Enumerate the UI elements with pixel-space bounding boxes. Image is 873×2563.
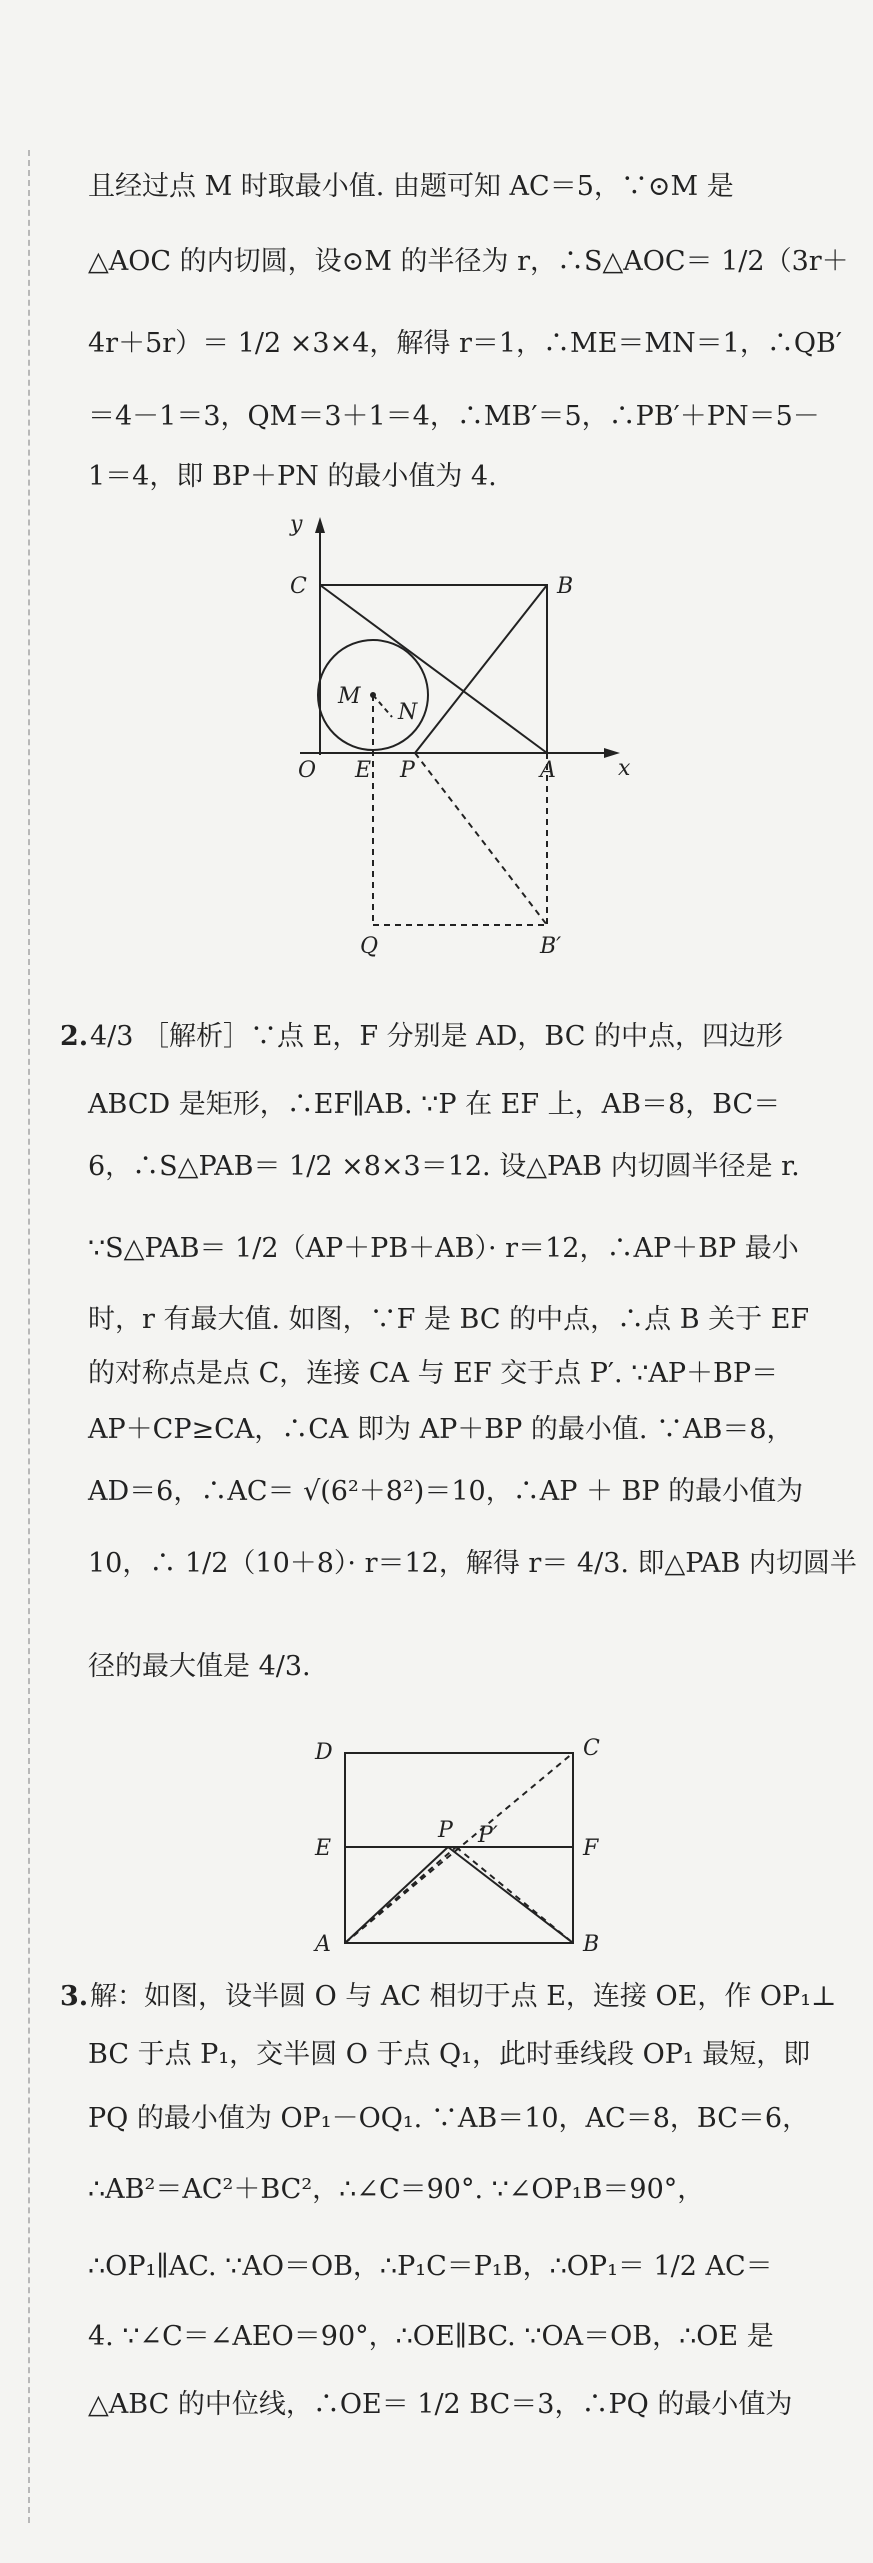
text-line: 的对称点是点 C，连接 CA 与 EF 交于点 P′. ∵AP＋BP＝ (88, 1358, 779, 1389)
segment-AP (345, 1847, 448, 1943)
label-O: O (298, 758, 317, 783)
text-line: 1＝4，即 BP＋PN 的最小值为 4. (88, 461, 497, 492)
label-C: C (290, 574, 307, 599)
label-y: y (290, 512, 303, 537)
label-D: D (315, 1740, 333, 1765)
segment-PB-prime (415, 753, 547, 925)
text-line: 且经过点 M 时取最小值. 由题可知 AC＝5，∵⊙M 是 (88, 171, 734, 202)
segment-PB (448, 1847, 573, 1943)
text-line: ∵S△PAB＝ 1/2（AP＋PB＋AB）· r＝12，∴AP＋BP 最小 (88, 1233, 799, 1264)
dashed-margin-line (28, 150, 30, 2523)
text-line: 径的最大值是 4/3. (88, 1651, 311, 1682)
label-x: x (618, 756, 631, 781)
problem-number: 2. (60, 1021, 89, 1052)
text-line: PQ 的最小值为 OP₁－OQ₁. ∵AB＝10，AC＝8，BC＝6， (88, 2103, 810, 2134)
text-line: △ABC 的中位线，∴OE＝ 1/2 BC＝3，∴PQ 的最小值为 (88, 2389, 793, 2420)
text-line: △AOC 的内切圆，设⊙M 的半径为 r，∴S△AOC＝ 1/2（3r＋ (88, 246, 849, 277)
label-P-prime: P′ (478, 1823, 498, 1848)
segment-MN (373, 695, 392, 717)
label-M: M (338, 684, 361, 709)
text-line: 时，r 有最大值. 如图，∵F 是 BC 的中点，∴点 B 关于 EF (88, 1304, 810, 1335)
y-axis-arrow-icon (315, 517, 325, 533)
label-E: E (315, 1836, 332, 1861)
label-F: F (583, 1836, 599, 1861)
figure-2-rectangle-diagram (300, 1725, 620, 1955)
label-P: P (438, 1818, 453, 1843)
label-A: A (540, 758, 556, 783)
text-line: AP＋CP≥CA，∴CA 即为 AP＋BP 的最小值. ∵AB＝8， (88, 1414, 794, 1445)
label-A: A (315, 1932, 331, 1955)
text-line: 4r＋5r）＝ 1/2 ×3×4，解得 r＝1，∴ME＝MN＝1，∴QB′ (88, 328, 842, 359)
text-line: ＝4－1＝3，QM＝3＋1＝4，∴MB′＝5，∴PB′＋PN＝5－ (88, 401, 820, 432)
text-line: ∴AB²＝AC²＋BC²，∴∠C＝90°. ∵∠OP₁B＝90°， (88, 2174, 705, 2205)
text-line: 解：如图，设半圆 O 与 AC 相切于点 E，连接 OE，作 OP₁⊥ (90, 1981, 837, 2012)
segment-CA (320, 585, 547, 753)
problem-number: 3. (60, 1981, 89, 2012)
label-B: B (557, 574, 574, 599)
text-line: 4/3 ［解析］∵点 E，F 分别是 AD，BC 的中点，四边形 (90, 1021, 783, 1052)
figure-1-coordinate-diagram (270, 505, 650, 965)
label-C: C (583, 1736, 600, 1761)
text-line: ABCD 是矩形，∴EF∥AB. ∵P 在 EF 上，AB＝8，BC＝ (88, 1089, 781, 1120)
text-line: 4. ∵∠C＝∠AEO＝90°，∴OE∥BC. ∵OA＝OB，∴OE 是 (88, 2321, 774, 2352)
label-E: E (355, 758, 372, 783)
label-B: B (583, 1932, 600, 1955)
label-Q: Q (360, 934, 379, 959)
text-line: 6，∴S△PAB＝ 1/2 ×8×3＝12. 设△PAB 内切圆半径是 r. (88, 1151, 800, 1182)
label-N: N (398, 700, 418, 725)
segment-AP-prime (345, 1847, 456, 1943)
point-M (370, 692, 376, 698)
text-line: 10，∴ 1/2（10＋8）· r＝12，解得 r＝ 4/3. 即△PAB 内切圆半 (88, 1548, 857, 1579)
text-line: AD＝6，∴AC＝ √(6²＋8²)＝10，∴AP ＋ BP 的最小值为 (88, 1476, 804, 1507)
label-P: P (400, 758, 415, 783)
label-B-prime: B′ (540, 934, 562, 959)
text-line: ∴OP₁∥AC. ∵AO＝OB，∴P₁C＝P₁B，∴OP₁＝ 1/2 AC＝ (88, 2251, 773, 2282)
text-line: BC 于点 P₁，交半圆 O 于点 Q₁，此时垂线段 OP₁ 最短，即 (88, 2039, 811, 2070)
